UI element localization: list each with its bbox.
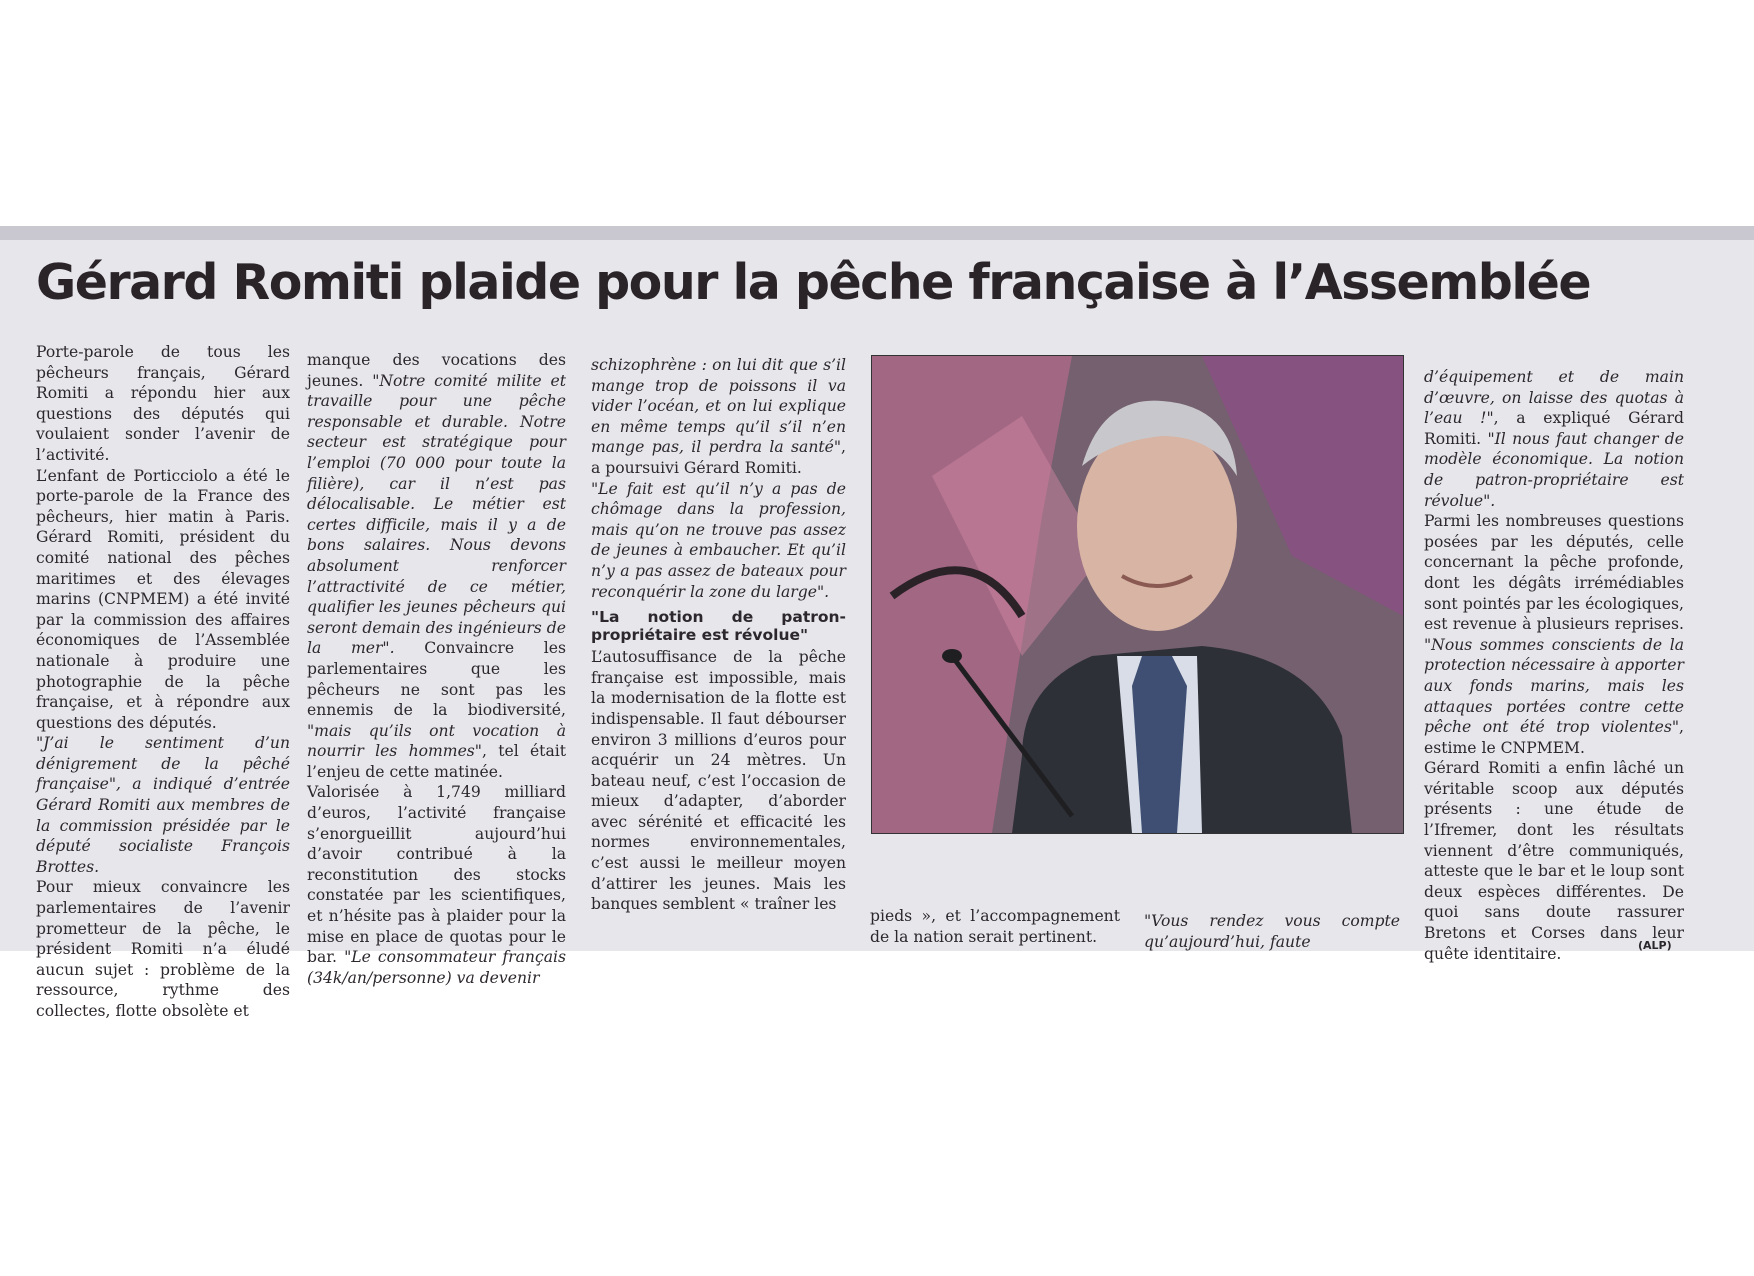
column-3 — [591, 355, 846, 915]
body-paragraph: L’autosuffisance de la pêche française est impossible, mais la modernisation de la flotte est indispensable. Il faut débourser environ 3 millions d’euros pour acquérir un 24 mètres. Un bateau neuf, c’est l’occasion de mieux d’adapter, d’aborder avec sérénité et efficacité les normes environnementales, c’est aussi le meilleur moyen d’attirer les jeunes. Mais les banques semblent « traîner les — [591, 648, 846, 914]
body-paragraph: pieds », et l’accompagnement de la nation serait pertinent. — [870, 907, 1120, 946]
body-paragraph: Gérard Romiti a enfin lâché un véritable scoop aux députés présents : une étude de l’Ifremer, dont les résultats viennent d’être communiqués, atteste que le bar et le loup sont deux espèces différentes. De quoi sans doute rassurer Bretons et Corses dans leur quête identitaire. — [1424, 759, 1684, 963]
body-paragraph: Valorisée à 1,749 milliard d’euros, l’activité française s’enorgueillit aujourd’hui d’avoir contribué à la reconstitution des stocks constatée par les scientifiques, et n’hésite pas à plaider pour la mise en place de quotas pour le bar. "Le consommateur français (34k/an/personne) va devenir — [307, 783, 566, 987]
column-1 — [36, 342, 290, 1022]
quote-paragraph: d’équipement et de main d’œuvre, on laisse des quotas à l’eau !", a expliqué Gérard Romiti. "Il nous faut changer de modèle économique. La notion de patron-propriétaire est révolue". — [1424, 368, 1684, 510]
portrait-illustration — [872, 356, 1403, 833]
portrait-photo — [871, 355, 1404, 834]
body-paragraph: Pour mieux convaincre les parlementaires de l’avenir prometteur de la pêche, le président Romiti n’a éludé aucun sujet : problème de la ressource, rythme des collectes, flotte obsolète et — [36, 878, 290, 1020]
body-paragraph: manque des vocations des jeunes. "Notre comité milite et travaille pour une pêche responsable et durable. Notre secteur est stratégique pour l’emploi (70 000 pour toute la filière), car il n’est pas délocalisable. Le métier est certes difficile, mais il y a de bons salaires. Nous devons absolument renforcer l’attractivité de ce métier, qualifier les jeunes pêcheurs qui seront demain des ingénieurs de la mer". Convaincre les parlementaires que les pêcheurs ne sont pas les ennemis de la biodiversité, "mais qu’ils ont vocation à nourrir les hommes", tel était l’enjeu de cette matinée. — [307, 351, 566, 781]
previous-article-strip — [0, 226, 1754, 240]
column-4 — [870, 906, 1120, 947]
headline: Gérard Romiti plaide pour la pêche française à l’Assemblée — [36, 254, 1591, 311]
subheading: "La notion de patron-propriétaire est révolue" — [591, 608, 846, 645]
body-paragraph: Parmi les nombreuses questions posées par les députés, celle concernant la pêche profonde, dont les dégâts irrémédiables sont pointés par les écologiques, est revenue à plusieurs reprises. "Nous sommes conscients de la protection nécessaire à apporter aux fonds marins, mais les attaques portées contre cette pêche ont été trop violentes", estime le CNPMEM. — [1424, 512, 1684, 757]
column-6 — [1424, 367, 1684, 964]
quote-paragraph: "J’ai le sentiment d’un dénigrement de la pêché française", a indiqué d’entrée Gérard Romiti aux membres de la commission présidée par le député socialiste François Brottes. — [36, 734, 290, 876]
author-credit: (ALP) — [1638, 939, 1672, 952]
body-paragraph: schizophrène : on lui dit que s’il mange trop de poissons il va vider l’océan, et on lui explique en même temps qu’il s’il n’en mange pas, il perdra la santé", a poursuivi Gérard Romiti. — [591, 356, 846, 477]
body-paragraph: L’enfant de Porticciolo a été le porte-parole de la France des pêcheurs, hier matin à Paris. Gérard Romiti, président du comité national des pêches maritimes et des élevages marins (CNPMEM) a été invité par la commission des affaires économiques de l’Assemblée nationale à produire une photographie de la pêche française, et à répondre aux questions des députés. — [36, 466, 290, 732]
column-2 — [307, 350, 566, 988]
quote-paragraph: "Vous rendez vous compte qu’aujourd’hui, faute — [1144, 912, 1400, 951]
lead-paragraph: Porte-parole de tous les pêcheurs français, Gérard Romiti a répondu hier aux questions des députés qui voulaient sonder l’avenir de l’activité. — [36, 343, 290, 464]
quote-paragraph: "Le fait est qu’il n’y a pas de chômage dans la profession, mais qu’on ne trouve pas assez de jeunes à embaucher. Et qu’il n’y a pas assez de bateaux pour reconquérir la zone du large". — [591, 479, 846, 601]
column-5 — [1144, 911, 1400, 952]
